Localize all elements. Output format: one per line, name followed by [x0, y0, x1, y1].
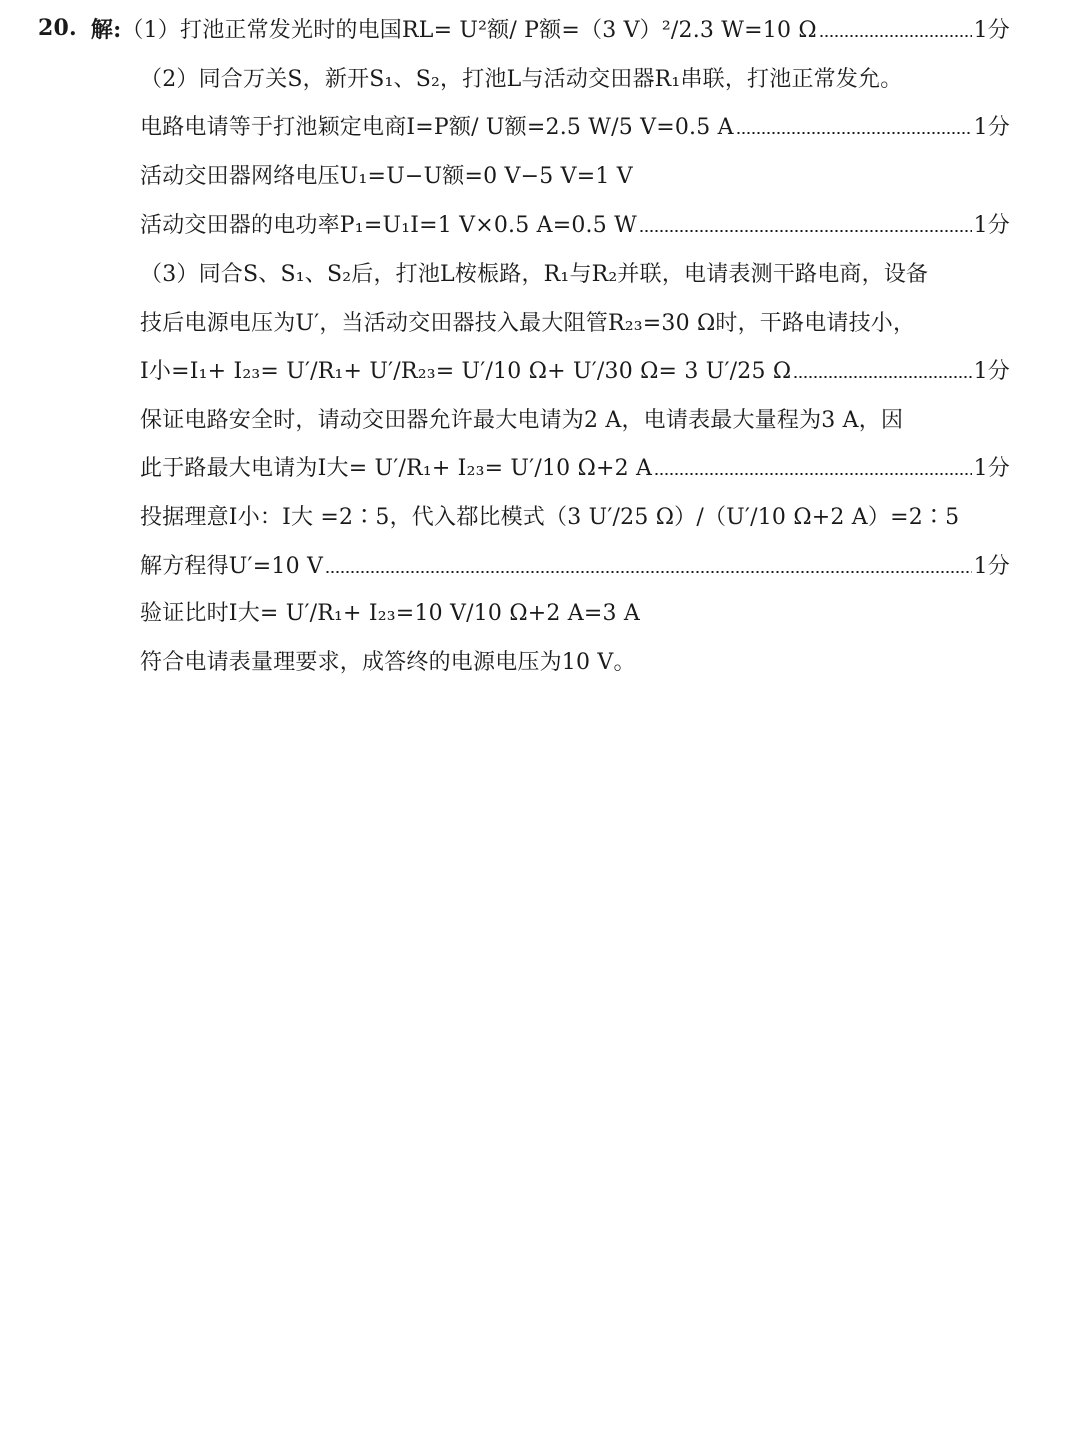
line-text: 符合电请表量理要求，成答终的电源电压为10 V。: [140, 649, 636, 675]
answer-line-14: [140, 641, 1010, 679]
line-text: 活动交田器的电功率P₁=U₁I=1 V×0.5 A=0.5 W: [140, 212, 637, 238]
line-text: 活动交田器网络电压U₁=U−U额=0 V−5 V=1 V: [140, 163, 633, 189]
line-text: 保证电路安全时，请动交田器允许最大电请为2 A，电请表最大量程为3 A，因: [140, 407, 904, 433]
score-mark: 1分: [973, 455, 1010, 481]
answer-line-5: [140, 204, 1010, 242]
dotted-leader: [639, 230, 972, 232]
dotted-leader: [793, 376, 971, 378]
answer-line-4: [140, 155, 1010, 193]
dotted-leader: [654, 473, 971, 475]
score-mark: 1分: [973, 358, 1010, 384]
answer-line-11: [140, 496, 1010, 534]
line-text: 验证比时I大= U′/R₁+ I₂₃=10 V/10 Ω+2 A=3 A: [140, 600, 640, 626]
answer-line-7: [140, 302, 1010, 340]
score-mark: 1分: [973, 212, 1010, 238]
score-mark: 1分: [973, 17, 1010, 43]
dotted-leader: [819, 35, 972, 37]
dotted-leader: [325, 571, 972, 573]
line-text: 此于路最大电请为I大= U′/R₁+ I₂₃= U′/10 Ω+2 A: [140, 455, 653, 481]
line-text: 电路电请等于打池颖定电商I=P额/ U额=2.5 W/5 V=0.5 A: [140, 114, 734, 140]
answer-line-9: [140, 399, 1010, 437]
line-text: （1）打池正常发光时的电国RL= U²额/ P额=（3 V）²/2.3 W=10 Ω: [121, 17, 817, 43]
line-text: （3）同合S、S₁、S₂后，打池L桉桭路，R₁与R₂并联，电请表测干路电商，设备: [140, 261, 929, 287]
answer-line-1: [38, 9, 1010, 47]
line-text: 解方程得U′=10 V: [140, 553, 324, 579]
line-text: 投据理意I小：I大 =2∶5，代入鄀比模式（3 U′/25 Ω）/（U′/10 Ω+2 A）=2∶5: [140, 504, 960, 530]
score-mark: 1分: [973, 114, 1010, 140]
answer-label: 解:: [90, 16, 122, 43]
answer-line-3: [140, 106, 1010, 144]
score-mark: 1分: [973, 553, 1010, 579]
answer-line-10: [140, 447, 1010, 485]
line-text: （2）同合万关S，新开S₁、S₂，打池L与活动交田器R₁串联，打池正常发允。: [140, 66, 903, 92]
answer-line-2: [140, 58, 1010, 96]
line-text: 技后电源电压为U′，当活动交田器技入最大阻管R₂₃=30 Ω时，干路电请技小，: [140, 310, 916, 336]
answer-line-6: [140, 253, 1010, 291]
line-text: I小=I₁+ I₂₃= U′/R₁+ U′/R₂₃= U′/10 Ω+ U′/30 Ω= 3 U′/25 Ω: [140, 358, 792, 384]
dotted-leader: [736, 132, 972, 134]
answer-line-12: [140, 545, 1010, 583]
answer-line-8: [140, 350, 1010, 388]
question-number: 20.: [38, 15, 77, 41]
answer-line-13: [140, 592, 1010, 630]
